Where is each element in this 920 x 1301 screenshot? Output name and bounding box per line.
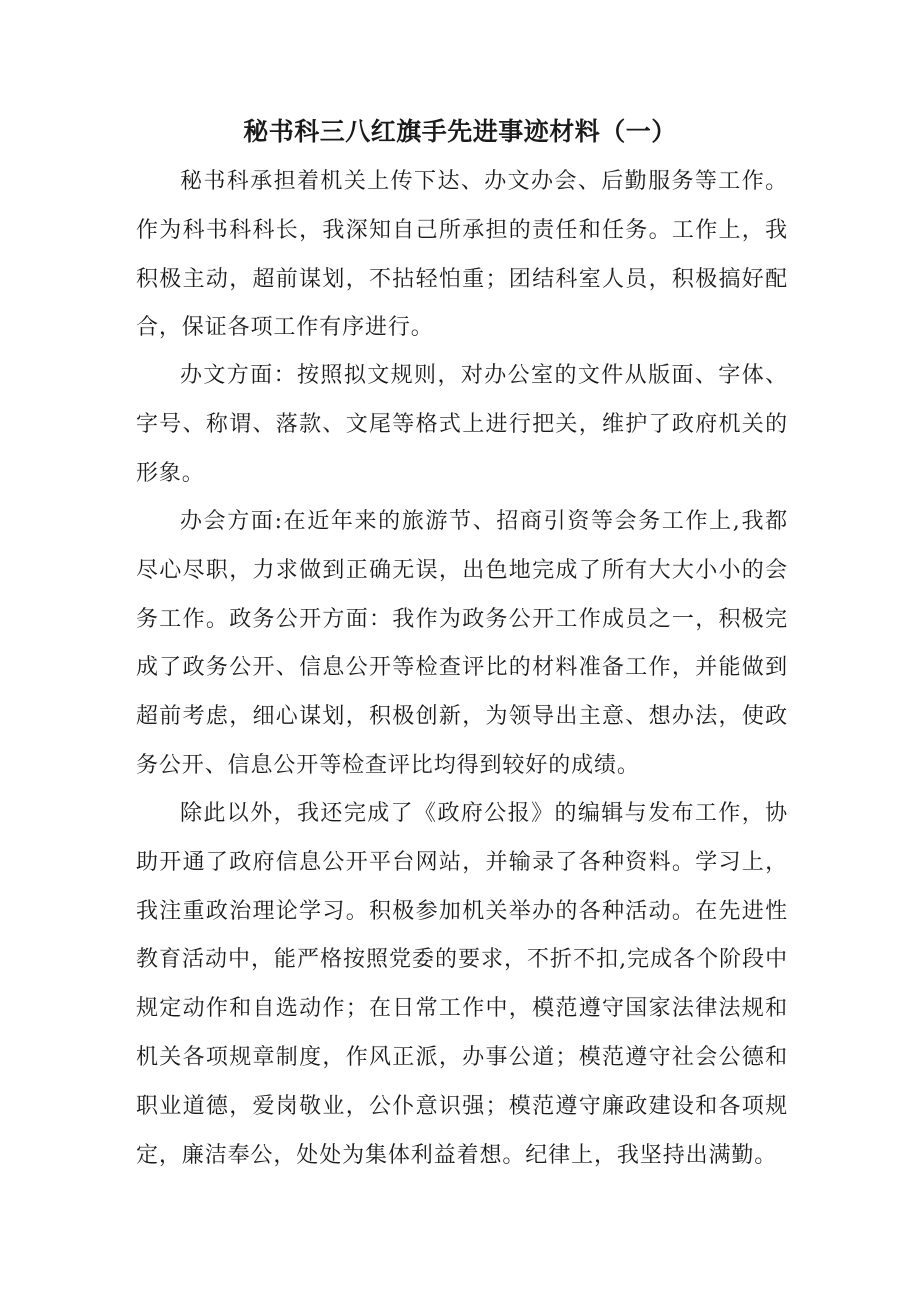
paragraph-document-handling: 办文方面：按照拟文规则，对办公室的文件从版面、字体、字号、称谓、落款、文尾等格式上进行把关，维护了政府机关的形象。 bbox=[136, 363, 788, 486]
paragraph-meeting-handling: 办会方面:在近年来的旅游节、招商引资等会务工作上,我都尽心尽职，力求做到正确无误，出色地完成了所有大大小小的会务工作。政务公开方面：我作为政务公开工作成员之一，积极完成了政务公开、信息公开等检查评比的材料准备工作，并能做到超前考虑，细心谋划，积极创新，为领导出主意、想办法，使政务公开、信息公开等检查评比均得到较好的成绩。 bbox=[136, 509, 788, 778]
document-title: 秘书科三八红旗手先进事迹材料（一） bbox=[243, 117, 677, 146]
paragraph-additional-work: 除此以外，我还完成了《政府公报》的编辑与发布工作，协助开通了政府信息公开平台网站，并输录了各种资料。学习上，我注重政治理论学习。积极参加机关举办的各种活动。在先进性教育活动中，能严格按照党委的要求，不折不扣,完成各个阶段中规定动作和自选动作；在日常工作中，模范遵守国家法律法规和机关各项规章制度，作风正派，办事公道；模范遵守社会公德和职业道德，爱岗敬业，公仆意识强；模范遵守廉政建设和各项规定，廉洁奉公，处处为集体利益着想。纪律上，我坚持出满勤。 bbox=[136, 801, 788, 1168]
paragraph-intro: 秘书科承担着机关上传下达、办文办会、后勤服务等工作。作为科书科科长，我深知自己所承担的责任和任务。工作上，我积极主动，超前谋划，不拈轻怕重；团结科室人员，积极搞好配合，保证各项工作有序进行。 bbox=[136, 169, 788, 341]
